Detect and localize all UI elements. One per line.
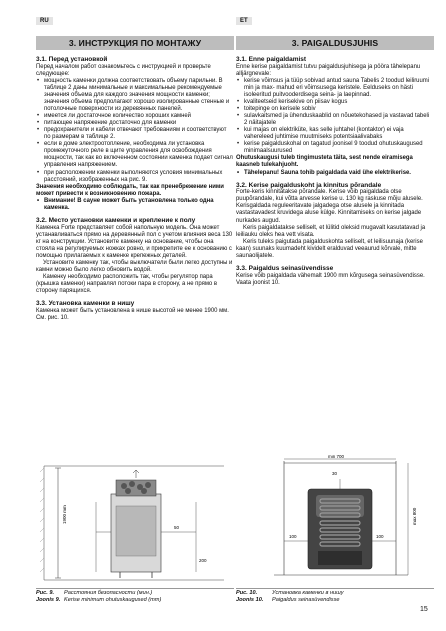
heading-bar-et [236, 36, 434, 50]
fig9-height-label: 1900 mm [62, 505, 67, 524]
et-s31-intro: Enne kerise paigaldamist tutvu paigaldusjuhisega ja pööra tähelepanu alljärgnevale: [236, 63, 421, 77]
ru-s32-p1: Каменка Forte представляет собой напольную модель. Она может устанавливаться прямо на деревянный пол с учетом влияния веса 130 кг на конструкции. Установите каменку на основание, чтобы она стояла на регулируемых ножках ровно, и прикрепите ее к основанию с помощью прилагаемых к каменке крепежных деталей. [36, 224, 233, 259]
heater-illustration [111, 480, 161, 578]
section-heading-ru: 3. ИНСТРУКЦИЯ ПО МОНТАЖУ [36, 36, 234, 50]
figure-9-safety-distances [36, 462, 232, 586]
ru-s31-warning-list [36, 198, 234, 212]
fig10-right-gap-label: 100 [376, 534, 384, 539]
ru-s31-intro: Перед началом работ ознакомьтесь с инструкцией и проверьте следующее: [36, 63, 211, 77]
et-column [236, 56, 434, 287]
list-item: • kerise võimsus ja tüüp sobivad antud sauna Tabelis 2 toodud leiliruumi min ja max- mahud eri võimsusega keristele. Eelduseks on hästi isoleeritud puitvooderdisega seina- ja laepinnad. [244, 78, 434, 99]
fig9-text-et: Kerise minimum ohutuskaugused (mm) [64, 597, 162, 603]
language-tag-ru: RU [36, 17, 53, 25]
fig10-number-ru: Рис. 10. [236, 590, 258, 596]
et-s31-list [236, 78, 434, 156]
figure-10-niche-diagram [236, 455, 434, 586]
et-s33-title: 3.3. Paigaldus seinasüvendisse [236, 264, 334, 272]
ru-s32-title: 3.2. Место установки каменки и крепление к полу [36, 216, 196, 224]
fig10-number-et: Joonis 10. [236, 597, 264, 603]
list-item: • при расположении каменки выполняются условия минимальных расстояний, изображенных на рис. 9. [44, 170, 234, 184]
heading-bar-ru [36, 36, 234, 50]
et-s32-p3: Keris tuleks paigutada paigalduskohta selliselt, et leilisuunaja (kerise kaan) suunaks kuumadeht kividelt eralduvad veeaurud kõrvale, mitte saunaolijatele. [236, 238, 423, 259]
et-s32-p1: Forte-keris kinnitatakse põrandale. Kerise võib paigaldada otse puupõrandale, kui võtta arvesse kerise u. 130 kg raskuse mõju alusele. Kerisgaldada reguleeritavate jalgadega otse alusele ja kinnitada vastastavadest kruvidega aluse külge. Kinnitamiseks on kerise jalgade nurkades augud. [236, 189, 423, 224]
fig10-top-gap-label: 30 [332, 471, 338, 476]
figure-9-caption [36, 590, 234, 604]
section-heading-et: 3. PAIGALDUSJUHIS [236, 36, 434, 50]
page-number: 15 [420, 606, 428, 613]
fig10-min-width-label: min 700 [328, 455, 345, 459]
figure-10-caption [236, 590, 434, 604]
list-item: • sulavkaitsmed ja ühenduskaablid on nõuetekohased ja vastavad tabeli 2 näitajatele [244, 113, 434, 127]
list-item: • toitepinge on kerisele sobiv [244, 106, 434, 113]
et-s31-title: 3.1. Enne paigaldamist [236, 56, 307, 63]
ru-s31-list [36, 78, 234, 184]
et-s31-warning-list [236, 170, 434, 177]
ru-s33-title: 3.3. Установка каменки в нишу [36, 300, 135, 308]
list-item: • если в доме электроотопление, необходима ли установка промежуточного реле в щите управления для освобождения мощности, так как во включенном состоянии каменка подает сигнал управления напряжением. [44, 141, 234, 169]
ru-s31-note: • Внимание! В сауне может быть установлена только одна каменка. [44, 198, 234, 212]
et-s32-p2: Keris paigaldatakse selliselt, et lülitid oleksid mugavalt kasutatavad ja leiliauku oleks hea vett visata. [236, 224, 426, 238]
fig9-number-et: Joonis 9. [36, 597, 61, 603]
ru-s32-p2: Установите каменку так, чтобы выключатели были легко доступны и камни можно было легко обновить водой. [36, 259, 233, 273]
fig10-max-height-label: max 800 [412, 507, 417, 525]
fig9-side-label: 50 [174, 525, 180, 530]
caption-rule-left [36, 588, 234, 589]
ru-column [36, 56, 234, 322]
list-item: • мощность каменки должна соответствовать объему парильни. В таблице 2 даны минимальные и максимальные рекомендуемые значения объема для каждого значения мощности каменки; значения объема предполагают хорошо изолированные стенные и потолочные поверхности из деревянных панелей. [44, 78, 234, 113]
list-item: • kvaliteetseid kerisekive on piisav kogus [244, 99, 434, 106]
list-item: • предохранители и кабели отвечают требованиям и соответствуют по размерам в таблице 2. [44, 127, 234, 141]
heater-illustration [308, 489, 372, 569]
list-item: • питающее напряжение достаточно для каменки [44, 120, 234, 127]
fig10-text-et: Paigaldus seinasüvendisse [272, 597, 340, 603]
fig10-text-ru: Установка каменки в нишу [272, 590, 344, 596]
list-item: • kui majas on elektriküte, kas selle juhtahel (kontaktor) ei vaja vahereleed juhtimise muutmiseks potentsiaalivabaks [244, 127, 434, 141]
ru-s33-p: Каменка может быть установлена в нише высотой не менее 1900 мм. См. рис. 10. [36, 307, 229, 321]
list-item: • kerise paigalduskohal on tagatud joonisel 9 toodud ohutuskaugused minimaalsuurused [244, 141, 434, 155]
et-s31-warning: Ohutuskaugusi tuleb tingimusteta täita, sest nende eiramisega kaasneb tulekahjuoht. [236, 155, 413, 169]
et-s31-note: • Tähelepanu! Sauna tohib paigaldada vaid ühe elektrikerise. [244, 170, 434, 177]
et-s33-p: Kerise võib paigaldada vähemalt 1900 mm kõrgusega seinasüvendisse. Vaata joonist 10. [236, 272, 425, 286]
et-s32-title: 3.2. Kerise paigalduskoht ja kinnitus põrandale [236, 181, 382, 189]
fig9-bottom-label: 200 [199, 558, 207, 563]
caption-rule-right [236, 588, 434, 589]
language-tag-et: ET [236, 17, 252, 25]
ru-s31-warning: Значения необходимо соблюдать, так как пренебрежение ними может привести к возникновению пожара. [36, 183, 224, 197]
ru-s32-p3: Каменку необходимо расположить так, чтобы регулятор пара (крышка каменки) направлял потоки пара в сторону, а не прямо в сторону парящихся. [36, 273, 218, 294]
fig9-number-ru: Рис. 9. [36, 590, 55, 596]
fig9-text-ru: Расстояния безопасности (мин.) [64, 590, 153, 596]
ru-s31-title: 3.1. Перед установкой [36, 56, 108, 63]
fig10-left-gap-label: 100 [289, 534, 297, 539]
list-item: • имеется ли достаточное количество хороших камней [44, 113, 234, 120]
